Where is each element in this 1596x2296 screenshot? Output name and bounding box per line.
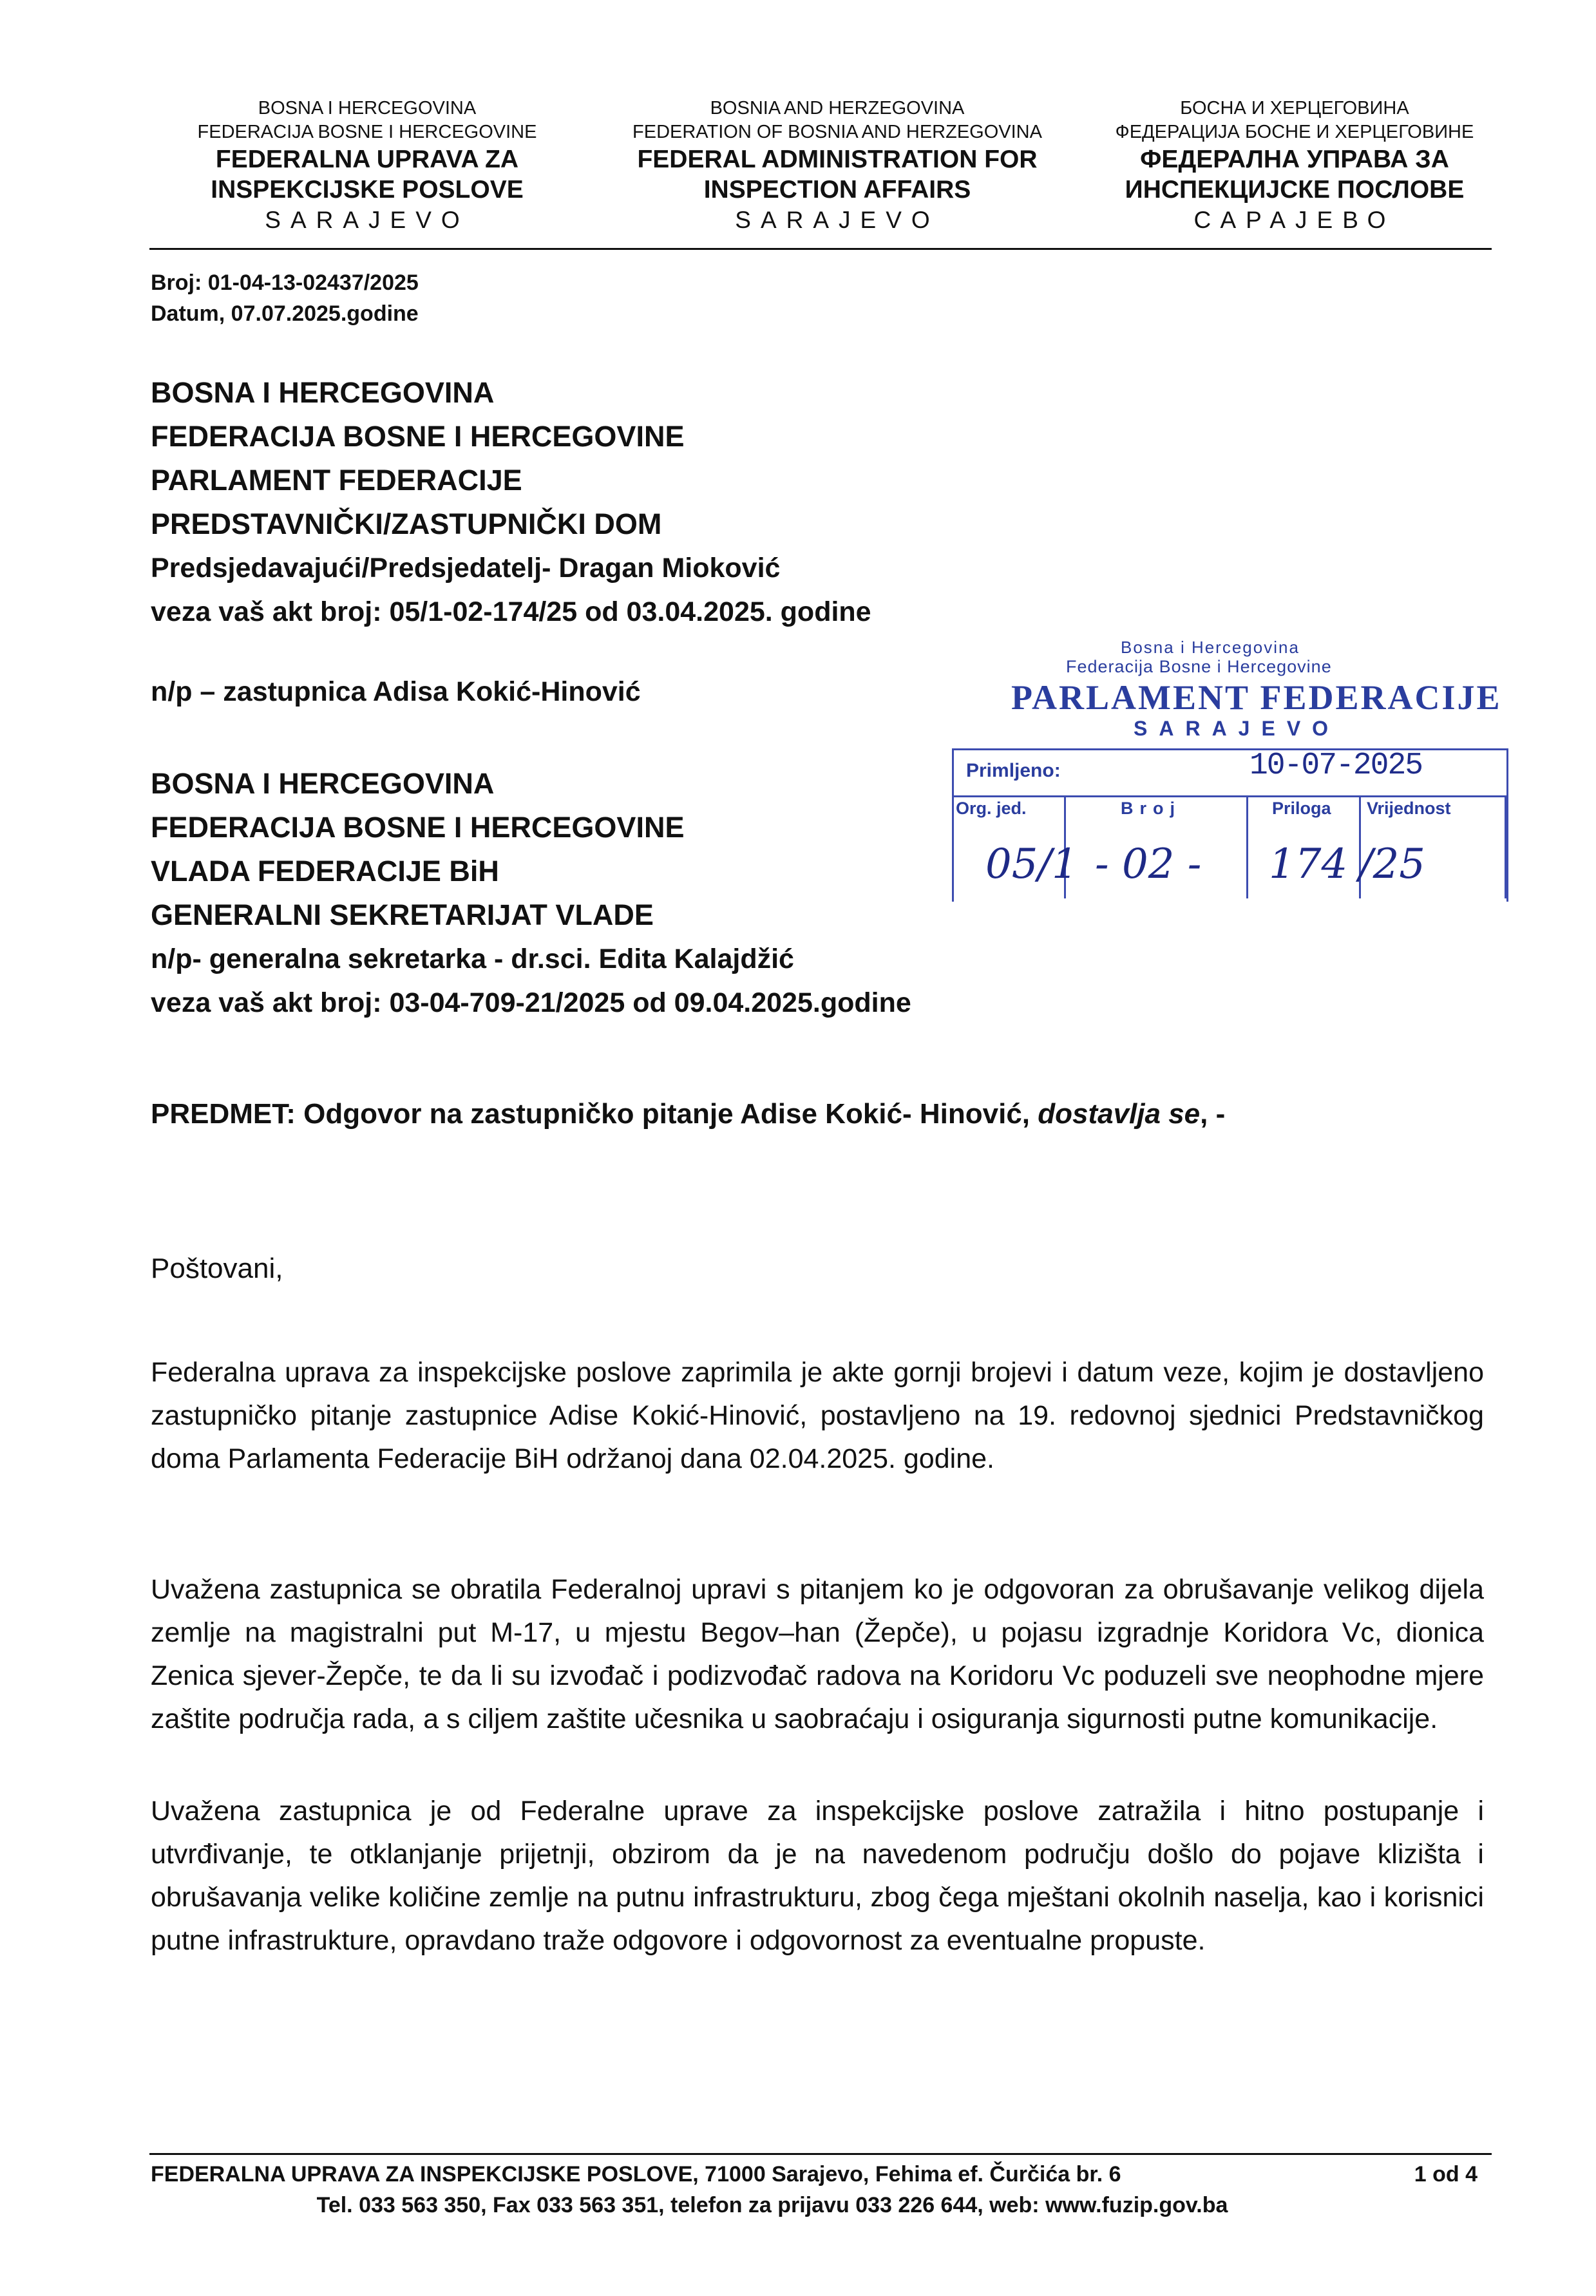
letterhead-agency: ФЕДЕРАЛНА УПРАВА ЗА	[1140, 146, 1449, 173]
recipient-line: VLADA FEDERACIJE BiH	[151, 855, 499, 887]
recipient-line: Predsjedavajući/Predsjedatelj- Dragan Mioković	[151, 553, 781, 583]
letterhead-country: BOSNIA AND HERZEGOVINA	[710, 98, 965, 119]
recipient-parliament	[151, 371, 871, 634]
letterhead-country: БОСНА И ХЕРЦЕГОВИНА	[1180, 98, 1409, 119]
subject-italic: dostavlja se	[1038, 1098, 1201, 1130]
letterhead-city: SARAJEVO	[265, 207, 470, 233]
stamp-col-divider	[1505, 795, 1506, 898]
recipient-line: BOSNA I HERCEGOVINA	[151, 767, 495, 800]
stamp-col-broj: Broj	[1121, 799, 1181, 818]
letterhead-agency: FEDERALNA UPRAVA ZA	[215, 146, 519, 173]
recipient-line: FEDERACIJA BOSNE I HERCEGOVINE	[151, 420, 685, 453]
stamp-city: SARAJEVO	[1134, 717, 1340, 740]
page-number: 1 od 4	[1414, 2162, 1477, 2187]
letterhead-country: BOSNA I HERCEGOVINA	[258, 98, 477, 119]
letterhead-agency-2: INSPECTION AFFAIRS	[703, 176, 971, 204]
reference-block	[151, 267, 419, 329]
recipient-line: FEDERACIJA BOSNE I HERCEGOVINE	[151, 811, 685, 844]
letterhead-entity: ФЕДЕРАЦИЈА БОСНЕ И ХЕРЦЕГОВИНЕ	[1115, 122, 1474, 142]
body-paragraph: Uvažena zastupnica je od Federalne uprave za inspekcijske poslove zatražila i hitno postupanje i utvrđivanje, te otklanjanje prijetnji, obzirom da je na navedenom području došlo do pojave klizišta i obrušavanja velike količine zemlje na putnu infrastrukturu, zbog čega mještani okolnih naselja, kao i korisnici putne infrastrukture, opravdano traže odgovore i odgovornost za eventualne propuste.	[151, 1796, 1484, 1956]
header-divider	[149, 248, 1492, 250]
letterhead-city: САРАЈЕВО	[1193, 207, 1396, 233]
stamp-col-vrijednost: Vrijednost	[1367, 799, 1451, 818]
subject-tail: , -	[1200, 1098, 1226, 1130]
letterhead-agency-2: ИНСПЕКЦИЈСКЕ ПОСЛОВЕ	[1125, 176, 1465, 204]
body-paragraph: Uvažena zastupnica se obratila Federalnoj upravi s pitanjem ko je odgovoran za obrušavanje velikog dijela zemlje na magistralni put M-17, u mjestu Begov–han (Žepče), u pojasu izgradnje Koridora Vc, dionica Zenica sjever-Žepče, te da li su izvođač i podizvođač radova na Koridoru Vc poduzeli sve neophodne mjere zaštite područja rada, a s ciljem zaštite učesnika u saobraćaju i osiguranja sigurnosti putne komunikacije.	[151, 1574, 1484, 1734]
stamp-handwritten-broj: - 02 -	[1095, 840, 1202, 888]
recipient-government	[151, 762, 911, 1025]
stamp-received-label: Primljeno:	[966, 760, 1061, 781]
received-stamp	[947, 638, 1507, 908]
recipient-line: PARLAMENT FEDERACIJE	[151, 464, 522, 497]
recipient-reference: veza vaš akt broj: 05/1-02-174/25 od 03.04.2025. godine	[151, 596, 871, 627]
stamp-received-date: 10-07-2025	[1249, 748, 1423, 783]
stamp-country: Bosna i Hercegovina	[1121, 638, 1300, 657]
footer-address: FEDERALNA UPRAVA ZA INSPEKCIJSKE POSLOVE, 71000 Sarajevo, Fehima ef. Čurčića br. 6	[151, 2162, 1121, 2187]
stamp-col-org: Org. jed.	[956, 799, 1027, 818]
footer	[151, 2159, 1490, 2221]
subject-line	[151, 1098, 1225, 1130]
body-paragraph: Federalna uprava za inspekcijske poslove zaprimila je akte gornji brojevi i datum veze, kojim je dostavljeno zastupničko pitanje zastupnice Adise Kokić-Hinović, postavljeno na 19. redovnoj sjednici Predstavničkog doma Parlamenta Federacije BiH održanoj dana 02.04.2025. godine.	[151, 1357, 1484, 1474]
letterhead-agency: FEDERAL ADMINISTRATION FOR	[637, 146, 1038, 173]
recipient-line: BOSNA I HERCEGOVINA	[151, 376, 495, 409]
reference-number: Broj: 01-04-13-02437/2025	[151, 270, 419, 295]
stamp-col-divider	[1246, 795, 1248, 898]
letterhead-agency-2: INSPEKCIJSKE POSLOVE	[211, 176, 524, 204]
reference-date: Datum, 07.07.2025.godine	[151, 301, 419, 326]
stamp-divider	[952, 795, 1506, 797]
footer-contacts: Tel. 033 563 350, Fax 033 563 351, telefon za prijavu 033 226 644, web: www.fuzip.gov.ba	[316, 2193, 1228, 2217]
letterhead-bosnian	[148, 97, 586, 236]
letterhead-entity: FEDERACIJA BOSNE I HERCEGOVINE	[197, 122, 537, 142]
stamp-institution: PARLAMENT FEDERACIJE	[1011, 678, 1502, 717]
stamp-handwritten-priloga: 174	[1269, 840, 1348, 888]
subject-text: PREDMET: Odgovor na zastupničko pitanje Adise Kokić- Hinović,	[151, 1098, 1038, 1130]
salutation: Poštovani,	[151, 1253, 283, 1284]
recipient-line: PREDSTAVNIČKI/ZASTUPNIČKI DOM	[151, 508, 662, 540]
stamp-entity: Federacija Bosne i Hercegovine	[1066, 657, 1332, 676]
letterhead-english	[580, 97, 1095, 236]
letterhead-cyrillic	[1056, 97, 1533, 236]
recipient-attention: n/p- generalna sekretarka - dr.sci. Edita Kalajdžić	[151, 944, 794, 974]
letterhead-entity: FEDERATION OF BOSNIA AND HERZEGOVINA	[632, 122, 1042, 142]
stamp-col-priloga: Priloga	[1272, 799, 1331, 818]
letterhead-city: SARAJEVO	[735, 207, 940, 233]
footer-divider	[149, 2153, 1492, 2155]
stamp-handwritten-vrijednost: /25	[1359, 840, 1425, 888]
recipient-line: GENERALNI SEKRETARIJAT VLADE	[151, 898, 654, 931]
recipient-reference: veza vaš akt broj: 03-04-709-21/2025 od 09.04.2025.godine	[151, 987, 911, 1018]
recipient-attention: n/p – zastupnica Adisa Kokić-Hinović	[151, 676, 641, 707]
stamp-handwritten-org: 05/1	[985, 840, 1078, 888]
